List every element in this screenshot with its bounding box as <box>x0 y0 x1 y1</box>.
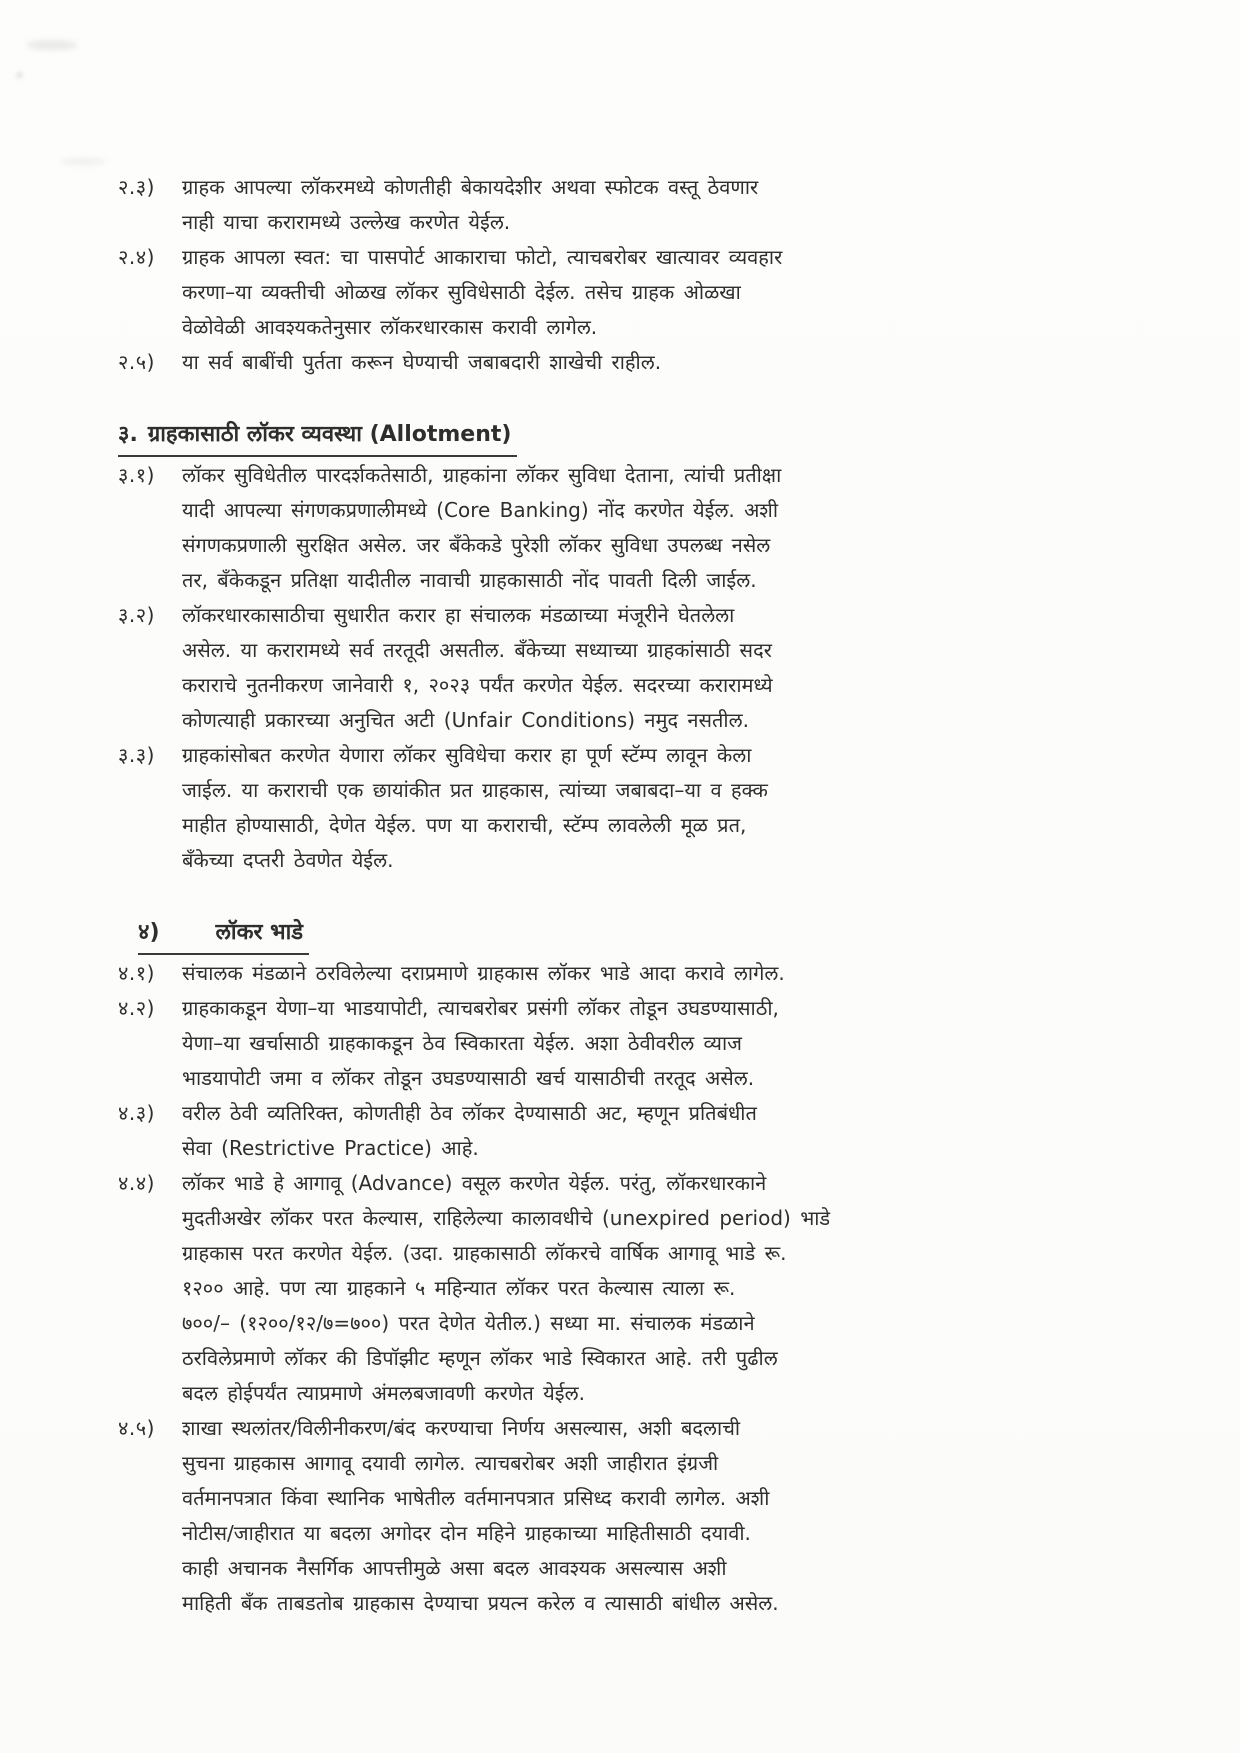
clause-2-3 <box>118 170 1146 240</box>
text-line: लॉकर सुविधेतील पारदर्शकतेसाठी, ग्राहकांना लॉकर सुविधा देताना, त्यांची प्रतीक्षा <box>182 463 782 487</box>
text-line: वरील ठेवी व्यतिरिक्त, कोणतीही ठेव लॉकर देण्यासाठी अट, म्हणून प्रतिबंधीत <box>182 1101 757 1125</box>
text-line: यादी आपल्या संगणकप्रणालीमध्ये (Core Banking) नोंद करणेत येईल. अशी <box>182 498 779 522</box>
text-line: जाईल. या कराराची एक छायांकीत प्रत ग्राहकास, त्यांच्या जबाबदा–या व हक्क <box>182 778 768 802</box>
clause-number: ४.४) <box>118 1171 155 1195</box>
clause-4-2 <box>118 991 1146 1096</box>
section-3 <box>118 417 1146 878</box>
clause-text <box>182 598 1146 738</box>
clause-4-5 <box>118 1411 1146 1621</box>
heading-number: ३. <box>118 422 138 447</box>
heading-text: ग्राहकासाठी लॉकर व्यवस्था (Allotment) <box>147 422 512 447</box>
clause-text <box>182 738 1146 878</box>
text-line: वर्तमानपत्रात किंवा स्थानिक भाषेतील वर्तमानपत्रात प्रसिध्द करावी लागेल. अशी <box>182 1486 770 1510</box>
text-line: लॉकर भाडे हे आगावू (Advance) वसूल करणेत येईल. परंतु, लॉकरधारकाने <box>182 1171 767 1195</box>
text-line: तर, बँकेकडून प्रतिक्षा यादीतील नावाची ग्राहकासाठी नोंद पावती दिली जाईल. <box>182 568 757 592</box>
clause-number: ४.३) <box>118 1101 155 1125</box>
text-line: शाखा स्थलांतर/विलीनीकरण/बंद करण्याचा निर्णय असल्यास, अशी बदलाची <box>182 1416 741 1440</box>
text-line: ग्राहकास परत करणेत येईल. (उदा. ग्राहकासाठी लॉकरचे वार्षिक आगावू भाडे रू. <box>182 1241 787 1265</box>
text-line: १२०० आहे. पण त्या ग्राहकाने ५ महिन्यात लॉकर परत केल्यास त्याला रू. <box>182 1276 736 1300</box>
clause-number: २.३) <box>118 175 155 199</box>
text-line: बँकेच्या दप्तरी ठेवणेत येईल. <box>182 848 394 872</box>
clause-number: ४.५) <box>118 1416 155 1440</box>
clause-4-3 <box>118 1096 1146 1166</box>
text-line: या सर्व बाबींची पुर्तता करून घेण्याची जबाबदारी शाखेची राहील. <box>182 350 662 374</box>
clause-4-4 <box>118 1166 1146 1411</box>
heading-number: ४) <box>138 920 160 945</box>
text-line: ७००/– (१२००/१२/७=७००) परत देणेत येतील.) सध्या मा. संचालक मंडळाने <box>182 1311 755 1335</box>
clause-text <box>182 991 1146 1096</box>
text-line: असेल. या करारामध्ये सर्व तरतूदी असतील. बँकेच्या सध्याच्या ग्राहकांसाठी सदर <box>182 638 772 662</box>
text-line: ग्राहक आपला स्वत: चा पासपोर्ट आकाराचा फोटो, त्याचबरोबर खात्यावर व्यवहार <box>182 245 783 269</box>
clause-number: २.४) <box>118 245 155 269</box>
clause-text <box>182 1166 1146 1411</box>
clause-3-2 <box>118 598 1146 738</box>
clause-number: ४.१) <box>118 961 155 985</box>
section-4-heading <box>138 915 1146 956</box>
text-line: करणा–या व्यक्तीची ओळख लॉकर सुविधेसाठी देईल. तसेच ग्राहक ओळखा <box>182 280 741 304</box>
text-line: सुचना ग्राहकास आगावू दयावी लागेल. त्याचबरोबर अशी जाहीरात इंग्रजी <box>182 1451 719 1475</box>
section-3-heading <box>118 417 1146 458</box>
text-line: लॉकरधारकासाठीचा सुधारीत करार हा संचालक मंडळाच्या मंजूरीने घेतलेला <box>182 603 735 627</box>
text-line: सेवा (Restrictive Practice) आहे. <box>182 1136 479 1160</box>
text-line: संगणकप्रणाली सुरक्षित असेल. जर बँकेकडे पुरेशी लॉकर सुविधा उपलब्ध नसेल <box>182 533 771 557</box>
clause-number: ४.२) <box>118 996 155 1020</box>
text-line: ठरविलेप्रमाणे लॉकर की डिपॉझीट म्हणून लॉकर भाडे स्विकारत आहे. तरी पुढील <box>182 1346 778 1370</box>
text-line: कोणत्याही प्रकारच्या अनुचित अटी (Unfair Conditions) नमुद नसतील. <box>182 708 749 732</box>
clause-number: ३.३) <box>118 743 155 767</box>
heading-text: लॉकर भाडे <box>215 920 304 945</box>
text-line: नाही याचा करारामध्ये उल्लेख करणेत येईल. <box>182 210 511 234</box>
scan-smudge <box>60 158 106 165</box>
text-line: येणा–या खर्चासाठी ग्राहकाकडून ठेव स्विकारता येईल. अशा ठेवीवरील व्याज <box>182 1031 743 1055</box>
section-4 <box>118 915 1146 1621</box>
text-line: काही अचानक नैसर्गिक आपत्तीमुळे असा बदल आवश्यक असल्यास अशी <box>182 1556 727 1580</box>
clause-text <box>182 345 1146 380</box>
clause-text <box>182 458 1146 598</box>
text-line: ग्राहकाकडून येणा–या भाडयापोटी, त्याचबरोबर प्रसंगी लॉकर तोडून उघडण्यासाठी, <box>182 996 779 1020</box>
clause-text <box>182 1096 1146 1166</box>
scan-smudge <box>16 72 23 78</box>
clause-number: ३.१) <box>118 463 155 487</box>
text-line: ग्राहकांसोबत करणेत येणारा लॉकर सुविधेचा करार हा पूर्ण स्टॅम्प लावून केला <box>182 743 752 767</box>
heading-underline <box>118 417 517 457</box>
clause-2-4 <box>118 240 1146 345</box>
clause-text <box>182 1411 1146 1621</box>
clause-text <box>182 170 1146 240</box>
text-line: वेळोवेळी आवश्यकतेनुसार लॉकरधारकास करावी लागेल. <box>182 315 598 339</box>
clause-4-1 <box>118 956 1146 991</box>
heading-underline <box>138 915 309 955</box>
clause-2-5 <box>118 345 1146 380</box>
clause-text <box>182 240 1146 345</box>
text-line: ग्राहक आपल्या लॉकरमध्ये कोणतीही बेकायदेशीर अथवा स्फोटक वस्तू ठेवणार <box>182 175 759 199</box>
clause-number: २.५) <box>118 350 155 374</box>
scan-smudge <box>26 40 78 50</box>
text-line: बदल होईपर्यंत त्याप्रमाणे अंमलबजावणी करणेत येईल. <box>182 1381 585 1405</box>
clause-text <box>182 956 1146 991</box>
text-line: माहिती बँक ताबडतोब ग्राहकास देण्याचा प्रयत्न करेल व त्यासाठी बांधील असेल. <box>182 1591 779 1615</box>
document-body <box>118 170 1146 1621</box>
text-line: भाडयापोटी जमा व लॉकर तोडून उघडण्यासाठी खर्च यासाठीची तरतूद असेल. <box>182 1066 755 1090</box>
clause-3-3 <box>118 738 1146 878</box>
section-2 <box>118 170 1146 380</box>
text-line: माहीत होण्यासाठी, देणेत येईल. पण या कराराची, स्टॅम्प लावलेली मूळ प्रत, <box>182 813 747 837</box>
text-line: संचालक मंडळाने ठरविलेल्या दराप्रमाणे ग्राहकास लॉकर भाडे आदा करावे लागेल. <box>182 961 785 985</box>
text-line: नोटीस/जाहीरात या बदला अगोदर दोन महिने ग्राहकाच्या माहितीसाठी दयावी. <box>182 1521 751 1545</box>
clause-3-1 <box>118 458 1146 598</box>
text-line: मुदतीअखेर लॉकर परत केल्यास, राहिलेल्या कालावधीचे (unexpired period) भाडे <box>182 1206 831 1230</box>
clause-number: ३.२) <box>118 603 155 627</box>
text-line: कराराचे नुतनीकरण जानेवारी १, २०२३ पर्यंत करणेत येईल. सदरच्या करारामध्ये <box>182 673 773 697</box>
